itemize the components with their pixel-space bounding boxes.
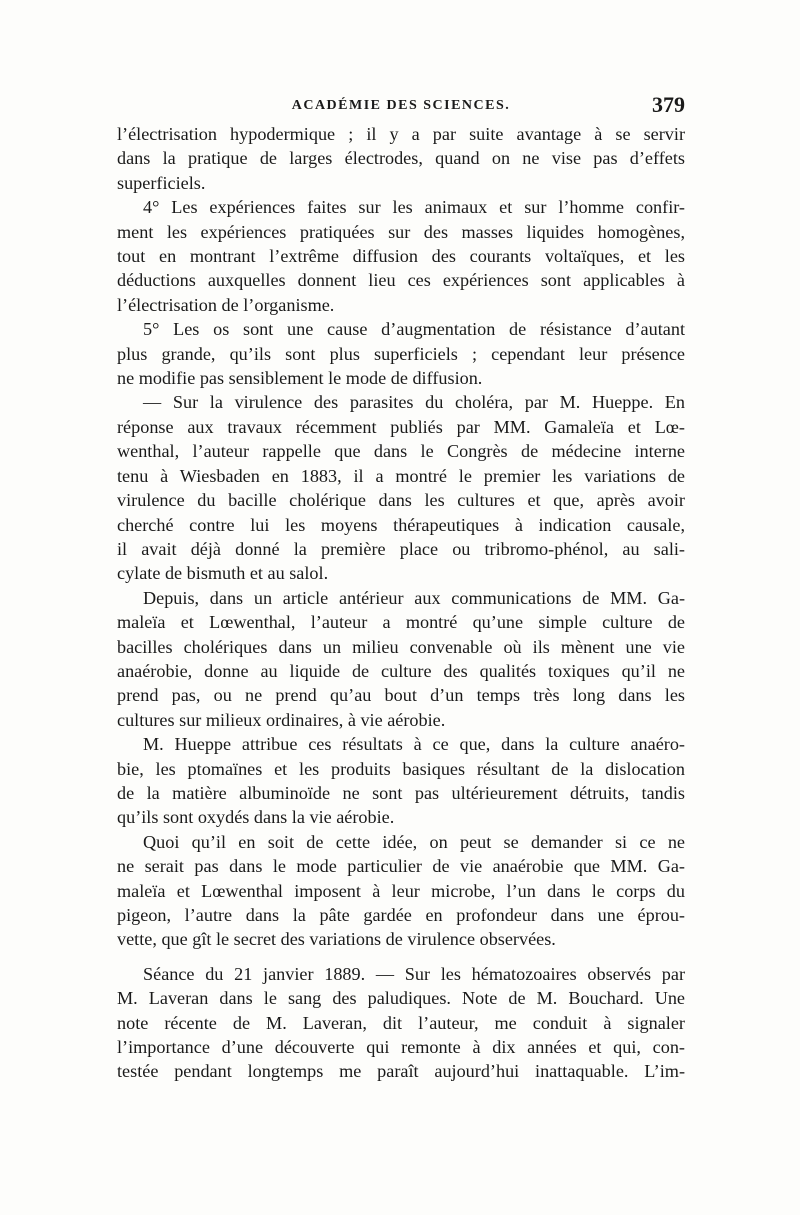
text-line: ne modifie pas sensiblement le mode de diffusion.	[117, 368, 483, 389]
text-line: Quoi qu’il en soit de cette idée, on peut se demander si ce ne	[143, 831, 685, 852]
text-line: 4° Les expériences faites sur les animaux et sur l’homme confir-	[143, 197, 685, 218]
text-line: M. Hueppe attribue ces résultats à ce que, dans la culture anaéro-	[143, 734, 685, 755]
body-text	[117, 122, 685, 1084]
text-line: réponse aux travaux récemment publiés par MM. Gamaleïa et Lœ-	[117, 416, 685, 437]
text-line: l’électrisation de l’organisme.	[117, 294, 335, 315]
text-line: il avait déjà donné la première place ou tribromo-phénol, au sali-	[117, 538, 685, 559]
text-line: ment les expériences pratiquées sur des masses liquides homogènes,	[117, 221, 685, 242]
text-line: Séance du 21 janvier 1889. — Sur les hématozoaires observés par	[143, 963, 685, 984]
text-line: pigeon, l’autre dans la pâte gardée en profondeur dans une éprou-	[117, 905, 685, 925]
text-line: cherché contre lui les moyens thérapeutiques à indication causale,	[117, 514, 685, 535]
running-title: ACADÉMIE DES SCIENCES.	[291, 98, 511, 113]
text-line: virulence du bacille cholérique dans les cultures et que, après avoir	[117, 490, 685, 511]
text-line: cultures sur milieux ordinaires, à vie aérobie.	[117, 709, 446, 730]
page-number: 379	[652, 92, 685, 117]
text-line: note récente de M. Laveran, dit l’auteur, me conduit à signaler	[117, 1012, 685, 1033]
text-line: qu’ils sont oxydés dans la vie aérobie.	[117, 807, 395, 828]
text-line: prend pas, ou ne prend qu’au bout d’un temps très long dans les	[117, 685, 685, 706]
text-line: M. Laveran dans le sang des paludiques. Note de M. Bouchard. Une	[117, 988, 685, 1009]
text-line: bacilles cholériques dans un milieu convenable où ils mènent une vie	[117, 636, 685, 657]
text-line: tenu à Wiesbaden en 1883, il a montré le premier les variations de	[117, 465, 685, 486]
text-line: de la matière albuminoïde ne sont pas ultérieurement détruits, tandis	[117, 782, 685, 803]
text-line: maleïa et Lœwenthal imposent à leur microbe, l’un dans le corps du	[117, 880, 685, 901]
text-line: wenthal, l’auteur rappelle que dans le Congrès de médecine interne	[117, 441, 685, 462]
text-line: plus grande, qu’ils sont plus superficiels ; cependant leur présence	[117, 343, 685, 364]
paragraph-gap	[117, 952, 685, 962]
text-line: déductions auxquelles donnent lieu ces expériences sont applicables à	[117, 270, 685, 291]
text-line: tout en montrant l’extrême diffusion des courants voltaïques, et les	[117, 246, 685, 267]
text-line: ne serait pas dans le mode particulier de vie anaérobie que MM. Ga-	[117, 856, 685, 877]
text-line: l’électrisation hypodermique ; il y a par suite avantage à se servir	[117, 124, 685, 144]
text-line: Depuis, dans un article antérieur aux communications de MM. Ga-	[143, 587, 685, 608]
text-line: anaérobie, donne au liquide de culture des qualités toxiques qu’il ne	[117, 660, 685, 681]
text-line: dans la pratique de larges électrodes, quand on ne vise pas d’effets	[117, 148, 685, 169]
text-line: maleïa et Lœwenthal, l’auteur a montré qu’une simple culture de	[117, 612, 685, 633]
text-line: vette, que gît le secret des variations de virulence observées.	[117, 929, 556, 950]
page-header	[117, 92, 685, 122]
text-line: 5° Les os sont une cause d’augmentation de résistance d’autant	[143, 319, 685, 340]
text-line: bie, les ptomaïnes et les produits basiques résultant de la dislocation	[117, 758, 685, 779]
text-line: superficiels.	[117, 172, 206, 193]
text-line: — Sur la virulence des parasites du choléra, par M. Hueppe. En	[143, 392, 685, 413]
text-line: testée pendant longtemps me paraît aujourd’hui inattaquable. L’im-	[117, 1061, 685, 1082]
text-line: cylate de bismuth et au salol.	[117, 563, 329, 584]
text-line: l’importance d’une découverte qui remonte à dix années et qui, con-	[117, 1037, 685, 1058]
